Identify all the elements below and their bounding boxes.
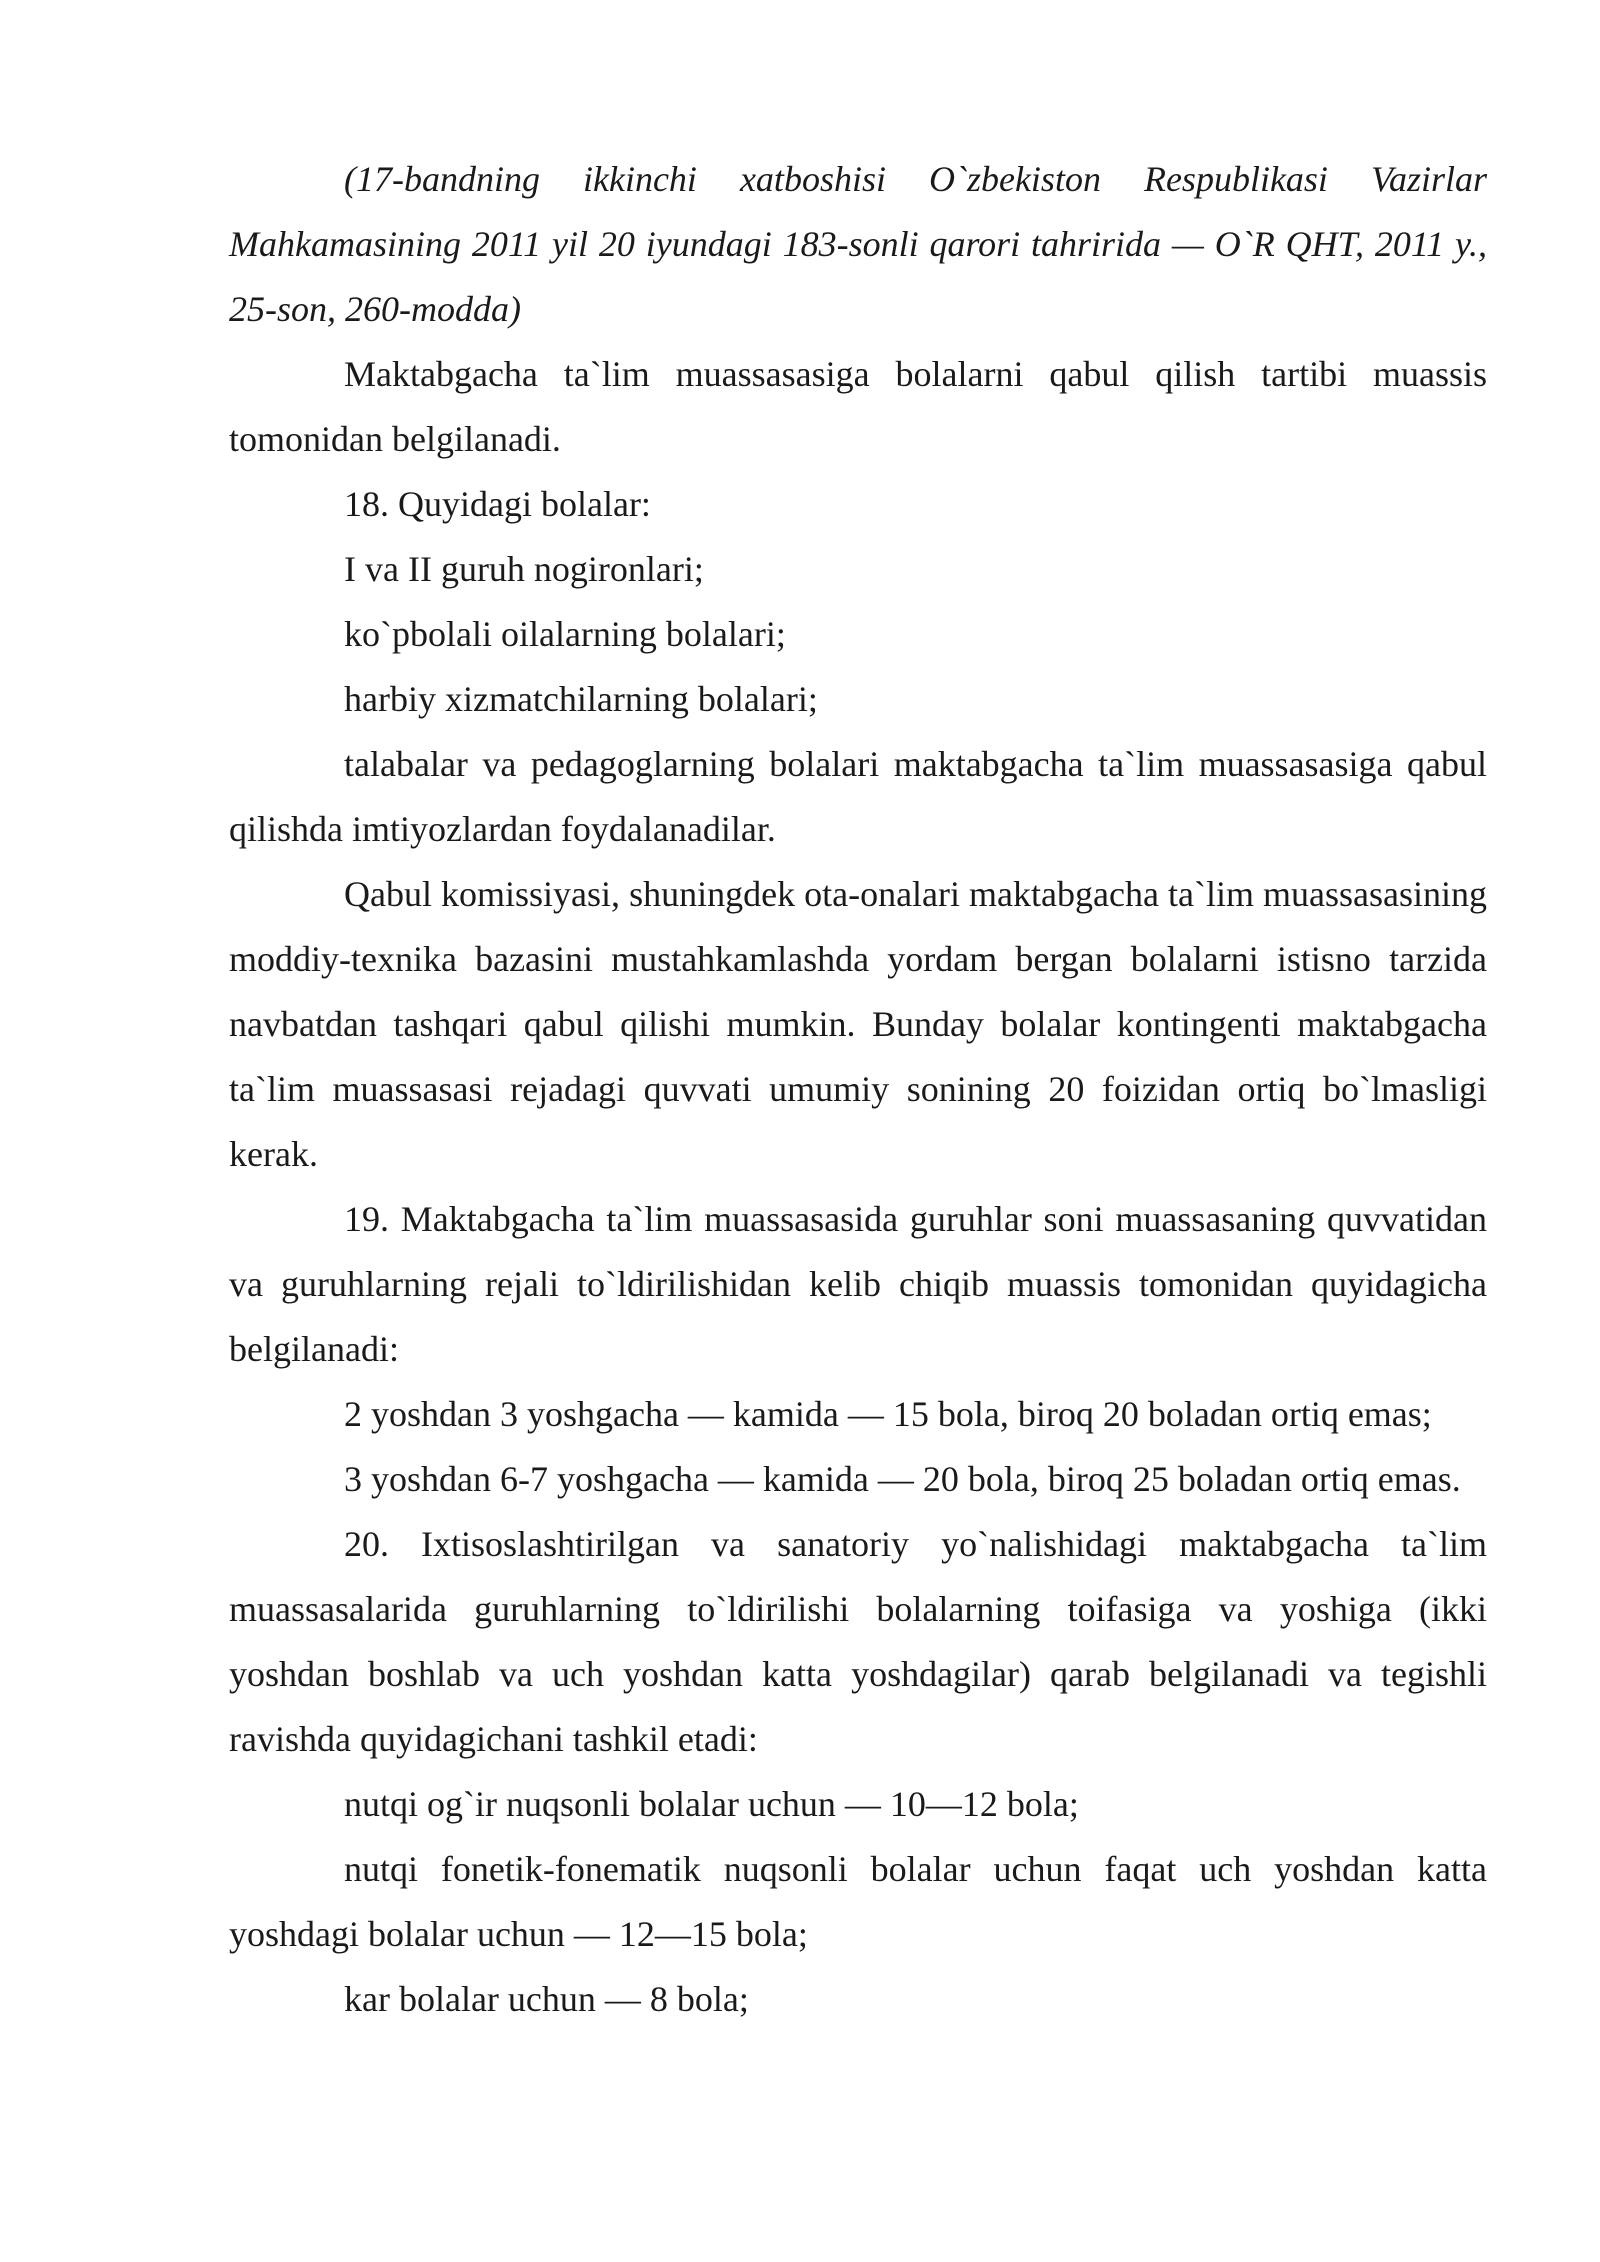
list-item: I va II guruh nogironlari; <box>344 549 704 589</box>
list-item: kar bolalar uchun — 8 bola; <box>344 1979 749 2019</box>
list-item: 3 yoshdan 6-7 yoshgacha — kamida — 20 bola, biroq 25 boladan ortiq emas. <box>344 1459 1461 1499</box>
list-item: harbiy xizmatchilarning bolalari; <box>344 679 818 719</box>
paragraph-admission-commission: Qabul komissiyasi, shuningdek ota-onalari maktabgacha ta`lim muassasasining moddiy-texnika bazasini mustahkamlashda yordam bergan bolalarni istisno tarzida navbatdan tashqari qabul qilishi mumkin. Bunday bolalar kontingenti maktabgacha ta`lim muassasasi rejadagi quvvati umumiy sonining 20 foizidan ortiq bo`lmasligi kerak. <box>229 874 1487 1174</box>
list-item: talabalar va pedagoglarning bolalari maktabgacha ta`lim muassasasiga qabul qilishda imtiyozlardan foydalanadilar. <box>229 744 1487 849</box>
clause-19: 19. Maktabgacha ta`lim muassasasida guruhlar soni muassasaning quvvatidan va guruhlarning rejali to`ldirilishidan kelib chiqib muassis tomonidan quyidagicha belgilanadi: <box>229 1199 1487 1369</box>
document-page <box>229 147 1487 2032</box>
list-item: nutqi fonetik-fonematik nuqsonli bolalar uchun faqat uch yoshdan katta yoshdagi bolalar uchun — 12—15 bola; <box>229 1849 1487 1954</box>
list-item: 2 yoshdan 3 yoshgacha — kamida — 15 bola, biroq 20 boladan ortiq emas; <box>344 1394 1432 1434</box>
paragraph-admission-order: Maktabgacha ta`lim muassasasiga bolalarni qabul qilish tartibi muassis tomonidan belgilanadi. <box>229 354 1487 459</box>
list-item: ko`pbolali oilalarning bolalari; <box>344 614 786 654</box>
clause-20: 20. Ixtisoslashtirilgan va sanatoriy yo`nalishidagi maktabgacha ta`lim muassasalarida guruhlarning to`ldirilishi bolalarning toifasiga va yoshiga (ikki yoshdan boshlab va uch yoshdan katta yoshdagilar) qarab belgilanadi va tegishli ravishda quyidagichani tashkil etadi: <box>229 1524 1487 1759</box>
list-item: nutqi og`ir nuqsonli bolalar uchun — 10—12 bola; <box>344 1784 1079 1824</box>
clause-18-heading: 18. Quyidagi bolalar: <box>344 484 651 524</box>
amendment-note: (17-bandning ikkinchi xatboshisi O`zbekiston Respublikasi Vazirlar Mahkamasining 2011 yil 20 iyundagi 183-sonli qarori tahririda — O`R QHT, 2011 y., 25-son, 260-modda) <box>229 159 1487 329</box>
